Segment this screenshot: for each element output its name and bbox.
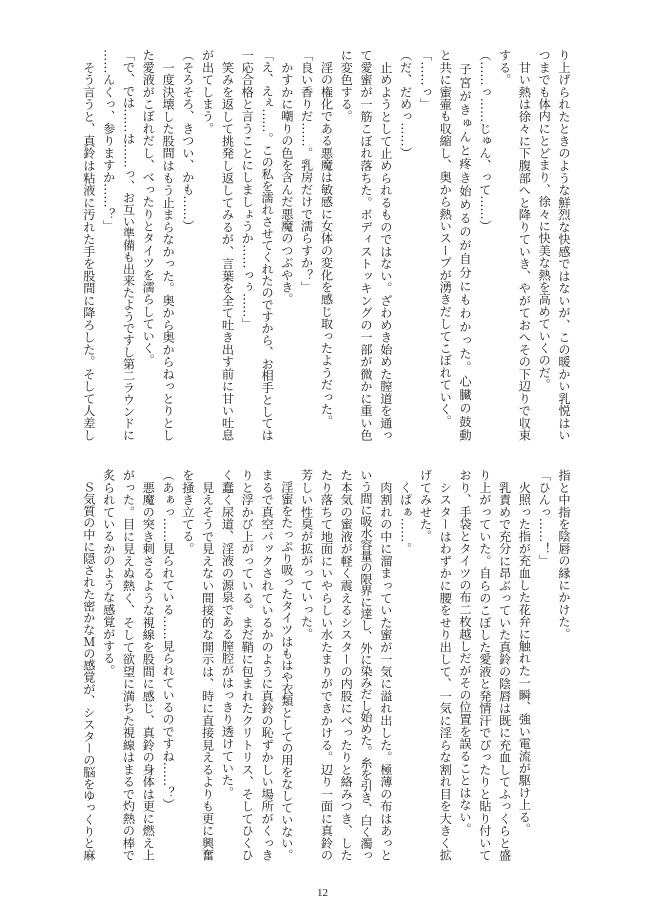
text-column: 肉割れの中に溜まっていた蜜が一気に溢れ出した。極薄の布はあっと: [378, 469, 393, 862]
text-column: がった。目に見えぬ熱く、そして欲望に満ちた視線はまるで灼熱の棒で: [121, 469, 136, 862]
text-column: おり、手袋とタイツの布二枚越しだがその位置を誤ることはない。: [458, 469, 473, 835]
text-column: を掻き立てる。: [180, 469, 195, 555]
text-column: りと浮かび上がっている。まだ鞘に包まれたクリトリス、そしてひくひ: [240, 469, 255, 862]
text-column: まるで真空パックされているかのように真鈴の恥ずかしい場所がくっき: [260, 469, 275, 862]
text-column: （あぁっ……見られている……見られているのですね……？）: [161, 469, 176, 811]
text-column: が出てしまう。: [200, 49, 215, 135]
text-column: ……んくっ、参りますか……？」: [101, 49, 116, 232]
text-column: Ｓ気質の中に隠された密かなＭの感覚が、シスターの脳をゆっくりと麻: [81, 469, 96, 861]
text-column: 乳責めで充分に昂ぶっていた真鈴の陰唇は既に充血してふっくらと盛: [497, 469, 512, 862]
text-column: り上げられたときのような鮮烈な快感ではないが、この暖かい乳悦はい: [557, 49, 571, 442]
text-column: 子宮がきゅんと疼き始めるのが自分にもわかった。心臓の鼓動: [458, 49, 473, 443]
text-column: する。: [497, 49, 512, 86]
text-column: かすかに嘲りの色を含んだ悪魔のつぶやき。: [279, 49, 294, 306]
text-column: 指と中指を陰唇の縁にかけた。: [557, 469, 571, 640]
text-column: （……っ……じゅん、って……）: [477, 49, 492, 232]
text-column: つまでも体内にとどまり、徐々に快美な熱を高めていくのだ。: [537, 49, 552, 391]
text-column: と共に蜜壷も収縮し、奥から熱いスープが湧きだしてこぼれていく。: [438, 49, 453, 428]
text-column: げてみせた。: [418, 469, 433, 543]
text-column: 火照った指が充血した花弁に触れた一瞬、強い電流が駆け上る。: [517, 469, 532, 835]
text-column: 一度決壊した股間はもう止まらなかった。奥から奥からねっとりとし: [161, 49, 176, 442]
page-number: 12: [317, 887, 328, 899]
text-column: 芳しい性臭が拡がっていった。: [299, 469, 314, 640]
upper-text-block: [78, 49, 573, 441]
text-column: いう間に吸水容量の限界に達し、外に染みだし始めた。糸を引き、白く濁っ: [359, 469, 374, 861]
text-column: 「良い香りだ……。乳房だけで濡らすか？」: [299, 49, 314, 293]
text-column: 止めようとして止められるものではない。ざわめき始めた膣道を通っ: [378, 49, 393, 442]
text-column: 「で、では……は……っ、お互い準備も出来たようですし第二ラウンドに: [121, 49, 136, 441]
lower-text-block: [78, 469, 573, 861]
text-column: 笑みを返して挑発し返してみるが、言葉を全て吐き出す前に甘い吐息: [220, 49, 235, 442]
text-column: 淫蜜をたっぷり吸ったタイツはもはや衣類としての用をなしていない。: [279, 469, 294, 861]
text-column: そう言うと、真鈴は粘液に汚れた手を股間に降ろした。そして人差し: [81, 49, 96, 442]
text-column: 「え、えぇ……。この私を濡れさせてくれたのですから、お相手としては: [260, 49, 275, 441]
text-column: り上がっていた。自らのこぼした愛液と発情汗でぴったりと貼り付いて: [477, 469, 492, 862]
text-column: 甘い熱は徐々に下腹部へと降りていき、やがておへその下辺りで収束: [517, 49, 532, 442]
text-column: 見えそうで見えない間接的な開示は、時に直接見えるよりも更に興奮: [200, 469, 215, 862]
text-column: た本気の蜜液が軽く震えるシスターの内股にべったりと絡みつき、した: [339, 469, 354, 862]
text-column: くぱぁ……。: [398, 469, 413, 555]
text-column: 「……っ」: [418, 49, 433, 110]
text-column: シスターはわずかに腰をせり出して、一気に淫らな割れ目を大きく拡: [438, 469, 453, 862]
text-column: に変色する。: [339, 49, 354, 123]
text-column: て愛蜜が一筋こぼれ落ちた。ボディストッキングの一部が微かに重い色: [359, 49, 374, 442]
text-column: 悪魔の突き刺さるような視線を股間に感じ、真鈴の身体は更に燃え上: [141, 469, 156, 862]
text-column: 一応合格と言うことにしましょうか……っぅ……」: [240, 49, 255, 330]
text-column: く蠢く尿道、淫液の源泉である膣腔がはっきり透けていた。: [220, 469, 235, 799]
text-column: （そろそろ、きつい、かも……）: [180, 49, 195, 232]
text-column: 炙られているかのような感覚がする。: [101, 469, 116, 677]
text-column: た愛液がこぼれだし、べったりとタイツを濡らしていく。: [141, 49, 156, 367]
text-column: たり落ちて地面にいやらしい水たまりができかける。辺り一面に真鈴の: [319, 469, 334, 862]
text-column: （だ、だめっ……）: [398, 49, 413, 159]
text-column: 「ひんっ……！」: [537, 469, 552, 567]
text-column: 淫の権化である悪魔は敏感に女体の変化を感じ取ったようだった。: [319, 49, 334, 428]
